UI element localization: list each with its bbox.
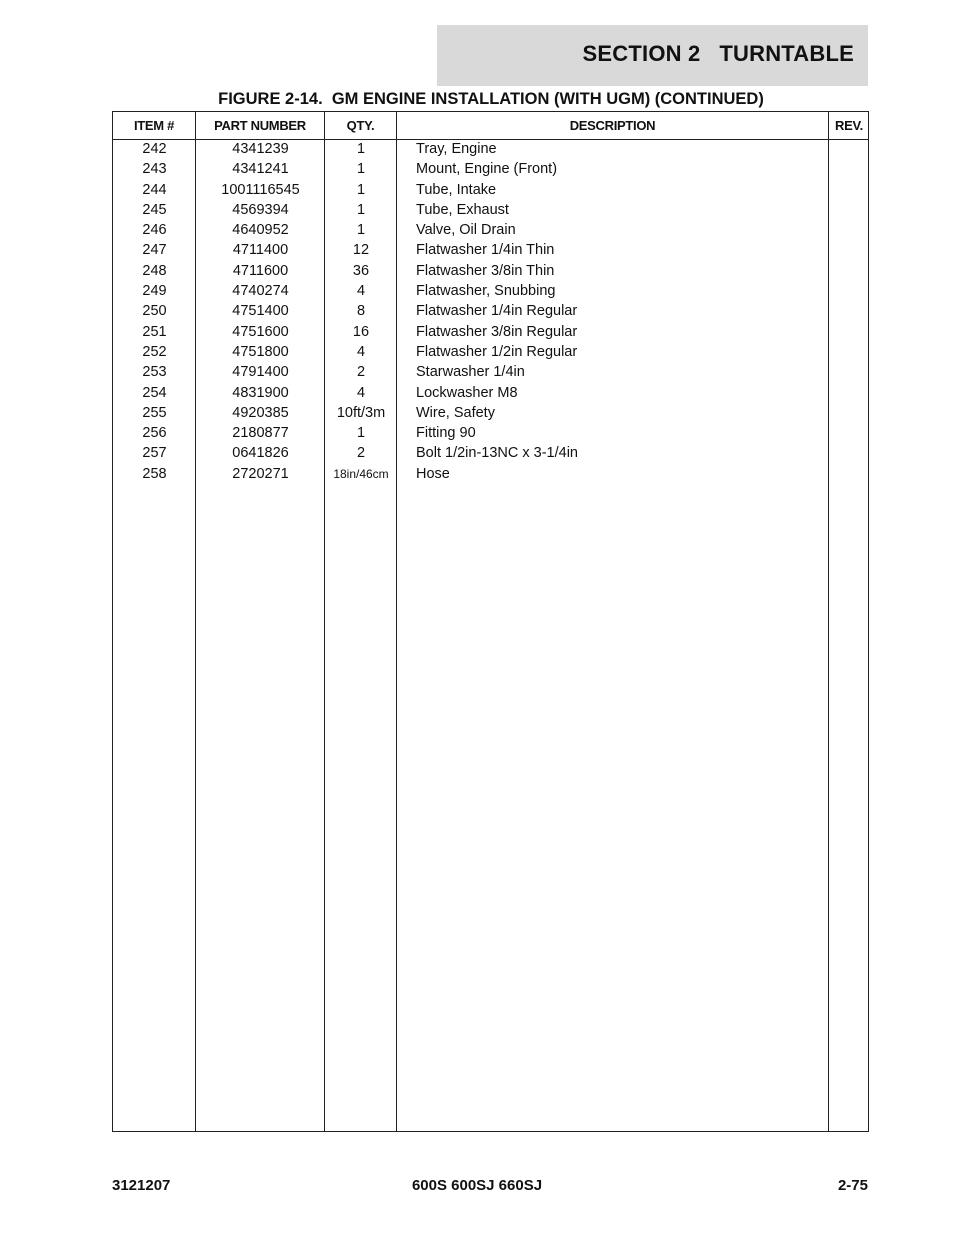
cell-item-number: 252 (142, 343, 167, 360)
table-row (113, 281, 868, 301)
table-row (113, 443, 868, 463)
cell-part-number: 4341239 (232, 141, 289, 157)
cell-item-number: 255 (142, 404, 167, 421)
cell-quantity: 18in/46cm (333, 466, 389, 481)
cell-quantity: 1 (356, 141, 366, 157)
cell-revision (829, 403, 869, 423)
table-row (113, 261, 868, 281)
cell-revision (829, 220, 869, 240)
cell-part-number: 4831900 (232, 384, 289, 401)
cell-item-number: 256 (142, 425, 167, 442)
cell-item-number: 245 (142, 201, 167, 218)
cell-part-number: 4751400 (232, 303, 289, 320)
cell-description: Flatwasher 1/4in Thin (416, 242, 555, 259)
cell-description: Lockwasher M8 (416, 384, 518, 401)
cell-description: Fitting 90 (416, 425, 476, 442)
model-numbers: 600S 600SJ 660SJ (411, 1177, 543, 1194)
table-row (113, 240, 868, 260)
cell-item-number: 243 (142, 161, 167, 178)
table-row (113, 159, 868, 179)
cell-description: Flatwasher 1/4in Regular (416, 303, 578, 320)
column-header-part-number: PART NUMBER (214, 118, 306, 133)
parts-table (112, 111, 869, 1132)
cell-revision (829, 281, 869, 301)
cell-item-number: 250 (142, 303, 167, 320)
column-header-item: ITEM # (133, 118, 175, 133)
cell-description: Valve, Oil Drain (416, 222, 516, 239)
cell-quantity: 1 (356, 201, 366, 218)
cell-part-number: 4711600 (232, 262, 289, 279)
cell-part-number: 4791400 (232, 364, 289, 381)
cell-revision (829, 383, 869, 403)
cell-description: Tray, Engine (416, 141, 497, 157)
column-header-description: DESCRIPTION (569, 118, 656, 133)
cell-description: Wire, Safety (416, 404, 495, 421)
cell-quantity: 4 (356, 343, 366, 360)
cell-quantity: 12 (352, 242, 370, 259)
cell-revision (829, 342, 869, 362)
cell-revision (829, 362, 869, 382)
section-title: SECTION 2 TURNTABLE (582, 41, 854, 66)
cell-item-number: 254 (142, 384, 167, 401)
table-row (113, 403, 868, 423)
cell-item-number: 244 (142, 181, 167, 198)
cell-item-number: 249 (142, 283, 167, 300)
cell-description: Flatwasher 3/8in Regular (416, 323, 578, 340)
table-body (113, 139, 868, 484)
cell-part-number: 4640952 (232, 222, 289, 239)
table-row (113, 383, 868, 403)
cell-quantity: 36 (352, 262, 370, 279)
cell-item-number: 248 (142, 262, 167, 279)
cell-description: Tube, Exhaust (416, 201, 509, 218)
cell-description: Flatwasher 1/2in Regular (416, 343, 578, 360)
cell-revision (829, 261, 869, 281)
column-header-rev: REV. (835, 118, 863, 133)
cell-description: Starwasher 1/4in (416, 364, 525, 381)
cell-revision (829, 301, 869, 321)
cell-quantity: 2 (356, 364, 366, 381)
page-number: 2-75 (837, 1177, 868, 1194)
cell-description: Tube, Intake (416, 181, 497, 198)
table-row (113, 322, 868, 342)
cell-item-number: 258 (142, 465, 167, 482)
table-row (113, 139, 868, 159)
cell-item-number: 247 (142, 242, 167, 259)
table-row (113, 362, 868, 382)
cell-revision (829, 443, 869, 463)
cell-revision (829, 322, 869, 342)
section-banner (437, 25, 868, 86)
cell-revision (829, 240, 869, 260)
cell-part-number: 2720271 (232, 465, 289, 482)
cell-quantity: 4 (356, 283, 366, 300)
cell-part-number: 4751600 (232, 323, 289, 340)
table-row (113, 423, 868, 443)
cell-revision (829, 180, 869, 200)
cell-quantity: 4 (356, 384, 366, 401)
column-header-qty: QTY. (346, 118, 375, 133)
cell-quantity: 1 (356, 181, 366, 198)
table-row (113, 464, 868, 484)
document-number: 3121207 (112, 1177, 171, 1194)
cell-part-number: 4569394 (232, 201, 289, 218)
cell-item-number: 242 (142, 141, 167, 157)
figure-title: FIGURE 2-14. GM ENGINE INSTALLATION (WITH UGM) (CONTINUED) (218, 90, 764, 108)
table-row (113, 342, 868, 362)
cell-revision (829, 159, 869, 179)
cell-item-number: 257 (142, 445, 167, 462)
cell-part-number: 4711400 (232, 242, 289, 259)
cell-part-number: 2180877 (232, 425, 289, 442)
cell-revision (829, 464, 869, 484)
cell-item-number: 253 (142, 364, 167, 381)
cell-quantity: 1 (356, 222, 366, 239)
cell-quantity: 10ft/3m (336, 404, 386, 421)
cell-part-number: 4740274 (232, 283, 289, 300)
cell-quantity: 1 (356, 161, 366, 178)
table-row (113, 200, 868, 220)
cell-revision (829, 423, 869, 443)
cell-description: Mount, Engine (Front) (416, 161, 558, 178)
cell-item-number: 251 (142, 323, 167, 340)
cell-description: Flatwasher 3/8in Thin (416, 262, 555, 279)
cell-part-number: 1001116545 (221, 181, 300, 198)
cell-quantity: 2 (356, 445, 366, 462)
cell-revision (829, 200, 869, 220)
cell-part-number: 0641826 (232, 445, 289, 462)
cell-part-number: 4920385 (232, 404, 289, 421)
cell-quantity: 8 (356, 303, 366, 320)
table-row (113, 301, 868, 321)
cell-description: Hose (416, 465, 450, 482)
cell-revision (829, 139, 869, 159)
table-row (113, 220, 868, 240)
cell-part-number: 4751800 (232, 343, 289, 360)
cell-quantity: 1 (356, 425, 366, 442)
cell-description: Bolt 1/2in-13NC x 3-1/4in (416, 445, 578, 462)
cell-part-number: 4341241 (232, 161, 289, 178)
cell-description: Flatwasher, Snubbing (416, 283, 556, 300)
cell-quantity: 16 (352, 323, 370, 340)
table-row (113, 180, 868, 200)
cell-item-number: 246 (142, 222, 167, 239)
